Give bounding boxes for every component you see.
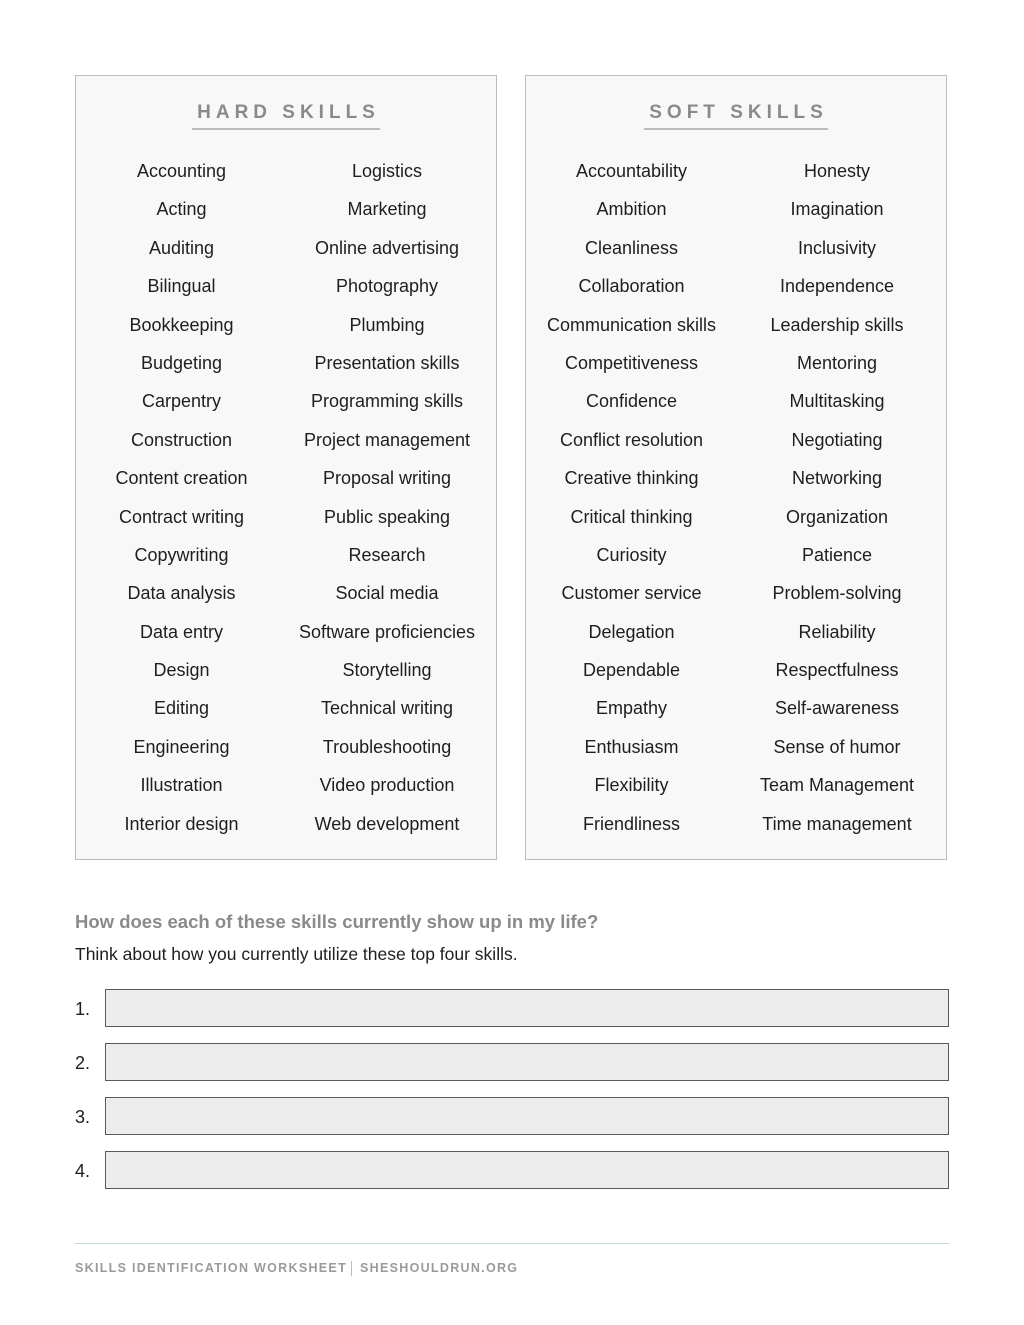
skill-item: Team Management [759, 775, 915, 796]
skill-item: Carpentry [141, 391, 222, 412]
skill-item: Time management [762, 813, 912, 834]
reflection-instruction: Think about how you currently utilize these top four skills. [75, 944, 518, 964]
soft-skills-column-left [526, 158, 737, 849]
skill-item: Programming skills [310, 391, 464, 412]
skill-item: Copywriting [134, 544, 229, 565]
skill-item: Negotiating [791, 429, 883, 450]
skill-item: Project management [303, 429, 471, 450]
skill-item: Organization [785, 506, 889, 527]
skill-item: Dependable [582, 660, 681, 681]
skill-item: Interior design [124, 813, 239, 834]
skill-item: Online advertising [314, 237, 460, 258]
hard-skills-title: HARD SKILLS [76, 102, 496, 130]
skill-item: Mentoring [796, 352, 878, 373]
skill-item: Cleanliness [584, 237, 679, 258]
skill-item: Multitasking [789, 391, 885, 412]
skill-item: Problem-solving [772, 583, 902, 604]
answer-row-3 [75, 1097, 949, 1137]
skill-item: Accountability [575, 161, 688, 181]
skill-item: Inclusivity [797, 237, 877, 258]
skill-item: Content creation [115, 468, 248, 489]
footer-worksheet-title: SKILLS IDENTIFICATION WORKSHEET [75, 1261, 348, 1275]
footer-website: SHESHOULDRUN.ORG [360, 1261, 519, 1275]
footer-separator [351, 1261, 352, 1276]
skill-item: Self-awareness [774, 698, 900, 719]
answer-row-4 [75, 1151, 949, 1191]
answer-field-3[interactable] [105, 1097, 949, 1135]
soft-skills-panel [525, 75, 947, 860]
answer-field-4[interactable] [105, 1151, 949, 1189]
skill-item: Accounting [136, 161, 227, 181]
answer-field-2[interactable] [105, 1043, 949, 1081]
skill-item: Independence [779, 276, 895, 297]
skill-item: Public speaking [323, 506, 451, 527]
footer-divider [75, 1243, 949, 1244]
skill-item: Curiosity [596, 544, 667, 565]
skill-item: Data entry [139, 621, 224, 642]
answer-number: 2. [75, 1053, 91, 1073]
skill-item: Photography [335, 276, 439, 297]
skill-item: Contract writing [118, 506, 245, 527]
answer-field-1[interactable] [105, 989, 949, 1027]
skill-item: Honesty [803, 161, 871, 181]
skill-item: Customer service [561, 583, 702, 604]
skill-item: Video production [319, 775, 455, 796]
skill-item: Plumbing [349, 314, 425, 335]
skill-item: Enthusiasm [584, 736, 679, 757]
skill-item: Research [348, 544, 426, 565]
skill-item: Communication skills [546, 314, 717, 335]
skill-item: Software proficiencies [298, 621, 476, 642]
skill-item: Empathy [595, 698, 668, 719]
skill-item: Technical writing [320, 698, 454, 719]
skill-item: Editing [153, 698, 210, 719]
skill-item: Conflict resolution [559, 429, 704, 450]
skill-item: Reliability [798, 621, 876, 642]
skill-item: Construction [130, 429, 233, 450]
skill-item: Sense of humor [773, 736, 901, 757]
skill-item: Logistics [351, 161, 423, 181]
skill-item: Web development [314, 813, 460, 834]
skill-item: Confidence [585, 391, 678, 412]
skill-item: Acting [156, 199, 207, 220]
skill-item: Collaboration [578, 276, 685, 297]
skill-item: Budgeting [140, 352, 223, 373]
skill-item: Bookkeeping [129, 314, 234, 335]
footer [75, 1261, 518, 1276]
skill-item: Storytelling [342, 660, 432, 681]
skill-item: Respectfulness [775, 660, 899, 681]
soft-skills-column-right [735, 158, 939, 849]
skill-item: Auditing [148, 237, 215, 258]
answer-row-1 [75, 989, 949, 1029]
skill-item: Bilingual [147, 276, 216, 297]
answer-number: 4. [75, 1161, 91, 1181]
answer-row-2 [75, 1043, 949, 1083]
skill-item: Presentation skills [314, 352, 460, 373]
skill-item: Data analysis [127, 583, 236, 604]
skill-item: Social media [335, 583, 439, 604]
skill-item: Networking [791, 468, 883, 489]
soft-skills-title: SOFT SKILLS [526, 102, 946, 130]
skill-item: Troubleshooting [322, 736, 452, 757]
skill-item: Competitiveness [564, 352, 699, 373]
skill-item: Ambition [596, 199, 667, 220]
skill-item: Illustration [140, 775, 223, 796]
skill-item: Friendliness [582, 813, 681, 834]
reflection-question: How does each of these skills currently show up in my life? [75, 911, 599, 932]
answer-number: 3. [75, 1107, 91, 1127]
answer-number: 1. [75, 999, 91, 1019]
hard-skills-column-left [76, 158, 287, 849]
hard-skills-panel [75, 75, 497, 860]
skill-item: Marketing [347, 199, 427, 220]
skill-item: Imagination [790, 199, 884, 220]
hard-skills-column-right [285, 158, 489, 849]
skill-item: Engineering [133, 736, 230, 757]
skill-item: Proposal writing [322, 468, 452, 489]
skill-item: Flexibility [594, 775, 669, 796]
skill-item: Patience [801, 544, 873, 565]
skill-item: Leadership skills [770, 314, 904, 335]
skill-item: Design [153, 660, 210, 681]
skill-item: Creative thinking [564, 468, 699, 489]
skill-item: Delegation [588, 621, 675, 642]
skill-item: Critical thinking [570, 506, 693, 527]
